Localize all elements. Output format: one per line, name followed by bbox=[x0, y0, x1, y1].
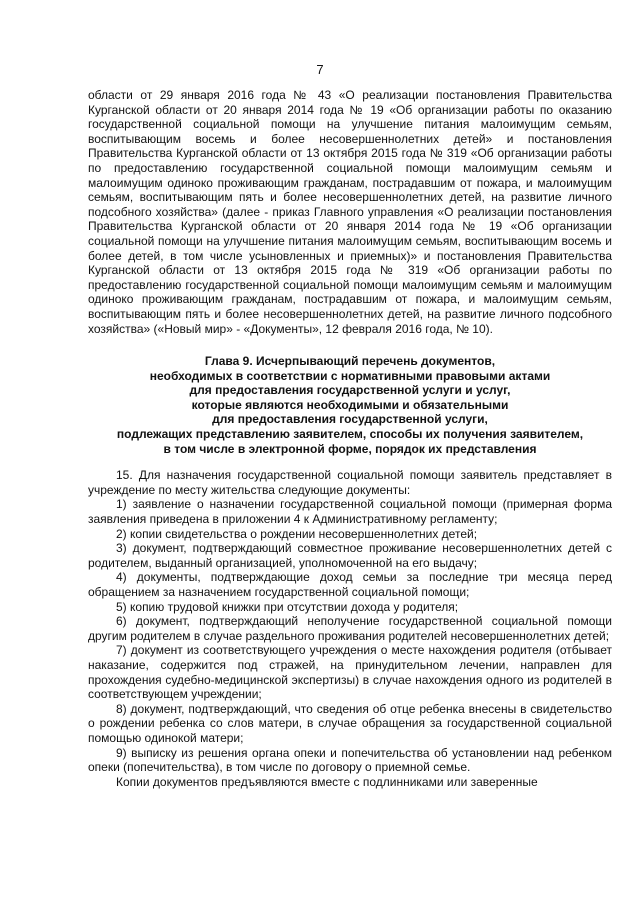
intro-paragraph: области от 29 января 2016 года № 43 «О реализации постановления Правительства Курганской области от 20 января 2014 года № 19 «Об организации работы по оказанию государственной социальной помощи на улучшение питания малоимущим семьям, воспитывающим восемь и более несовершеннолетних детей» и постановления Правительства Курганской области от 13 октября 2015 года № 319 «Об организации работы по предоставлению государственной социальной помощи малоимущим семьям и малоимущим одиноко проживающим гражданам, пострадавшим от пожара, и малоимущим семьям, воспитывающим пять и более несовершеннолетних детей, на развитие личного подсобного хозяйства» (далее - приказ Главного управления «О реализации постановления Правительства Курганской области от 20 января 2014 года № 19 «Об организации социальной помощи на улучшение питания малоимущим семьям, воспитывающим восемь и более детей, в том числе усыновленных и приемных)» и постановления Правительства Курганской области от 13 октября 2015 года № 319 «Об организации работы по предоставлению государственной социальной помощи малоимущим семьям и малоимущим одиноко проживающим гражданам, пострадавшим от пожара, и малоимущим семьям, воспитывающим пять и более несовершеннолетних детей, на развитие личного подсобного хозяйства» («Новый мир» - «Документы», 12 февраля 2016 года, № 10). bbox=[88, 88, 612, 336]
documents-list bbox=[88, 497, 612, 774]
chapter-heading-line: в том числе в электронной форме, порядок их представления bbox=[163, 441, 537, 456]
list-item: 5) копию трудовой книжки при отсутствии дохода у родителя; bbox=[116, 599, 459, 614]
chapter-heading-line: для предоставления государственной услуги, bbox=[212, 412, 488, 427]
list-item: 6) документ, подтверждающий неполучение государственной социальной помощи другим родителем в случае раздельного проживания родителей несовершеннолетних детей; bbox=[88, 614, 612, 643]
list-item: 9) выписку из решения органа опеки и попечительства об установлении над ребенком опеки (попечительства), в том числе по договору о приемной семье. bbox=[88, 745, 612, 775]
list-item: 4) документы, подтверждающие доход семьи за последние три месяца перед обращением за назначением государственной социальной помощи; bbox=[88, 570, 612, 599]
chapter-heading-line: Глава 9. Исчерпывающий перечень документов, bbox=[204, 354, 496, 369]
list-item: 7) документ из соответствующего учреждения о месте нахождения родителя (отбывает наказание, содержится под стражей, на принудительном лечении, направлен для прохождения судебно-медицинской экспертизы) в случае нахождения одного из родителей в соответствующем учреждении; bbox=[88, 643, 612, 702]
chapter-heading-line: подлежащих представлению заявителем, способы их получения заявителем, bbox=[116, 427, 584, 442]
list-item: 2) копии свидетельства о рождении несовершеннолетних детей; bbox=[116, 526, 478, 541]
chapter-heading-line: необходимых в соответствии с нормативными правовыми актами bbox=[149, 368, 551, 383]
closing-paragraph: Копии документов предъявляются вместе с подлинниками или заверенные bbox=[116, 774, 538, 789]
chapter-heading-line: которые являются необходимыми и обязательными bbox=[191, 397, 509, 412]
list-item: 1) заявление о назначении государственной социальной помощи (примерная форма заявления приведена в приложении 4 к Административному регламенту; bbox=[88, 497, 612, 527]
chapter-heading bbox=[88, 354, 612, 456]
chapter-heading-line: для предоставления государственной услуги и услуг, bbox=[189, 383, 511, 398]
section-15-intro: 15. Для назначения государственной социальной помощи заявитель представляет в учреждение по месту жительства следующие документы: bbox=[88, 468, 612, 497]
list-item: 3) документ, подтверждающий совместное проживание несовершеннолетних детей с родителем, выданный организацией, уполномоченной на его выдачу; bbox=[88, 541, 612, 570]
document-body bbox=[88, 88, 612, 789]
page-number: 7 bbox=[316, 62, 324, 77]
list-item: 8) документ, подтверждающий, что сведения об отце ребенка внесены в свидетельство о рождении ребенка со слов матери, в случае обращения за государственной социальной помощью одинокой матери; bbox=[88, 701, 612, 745]
